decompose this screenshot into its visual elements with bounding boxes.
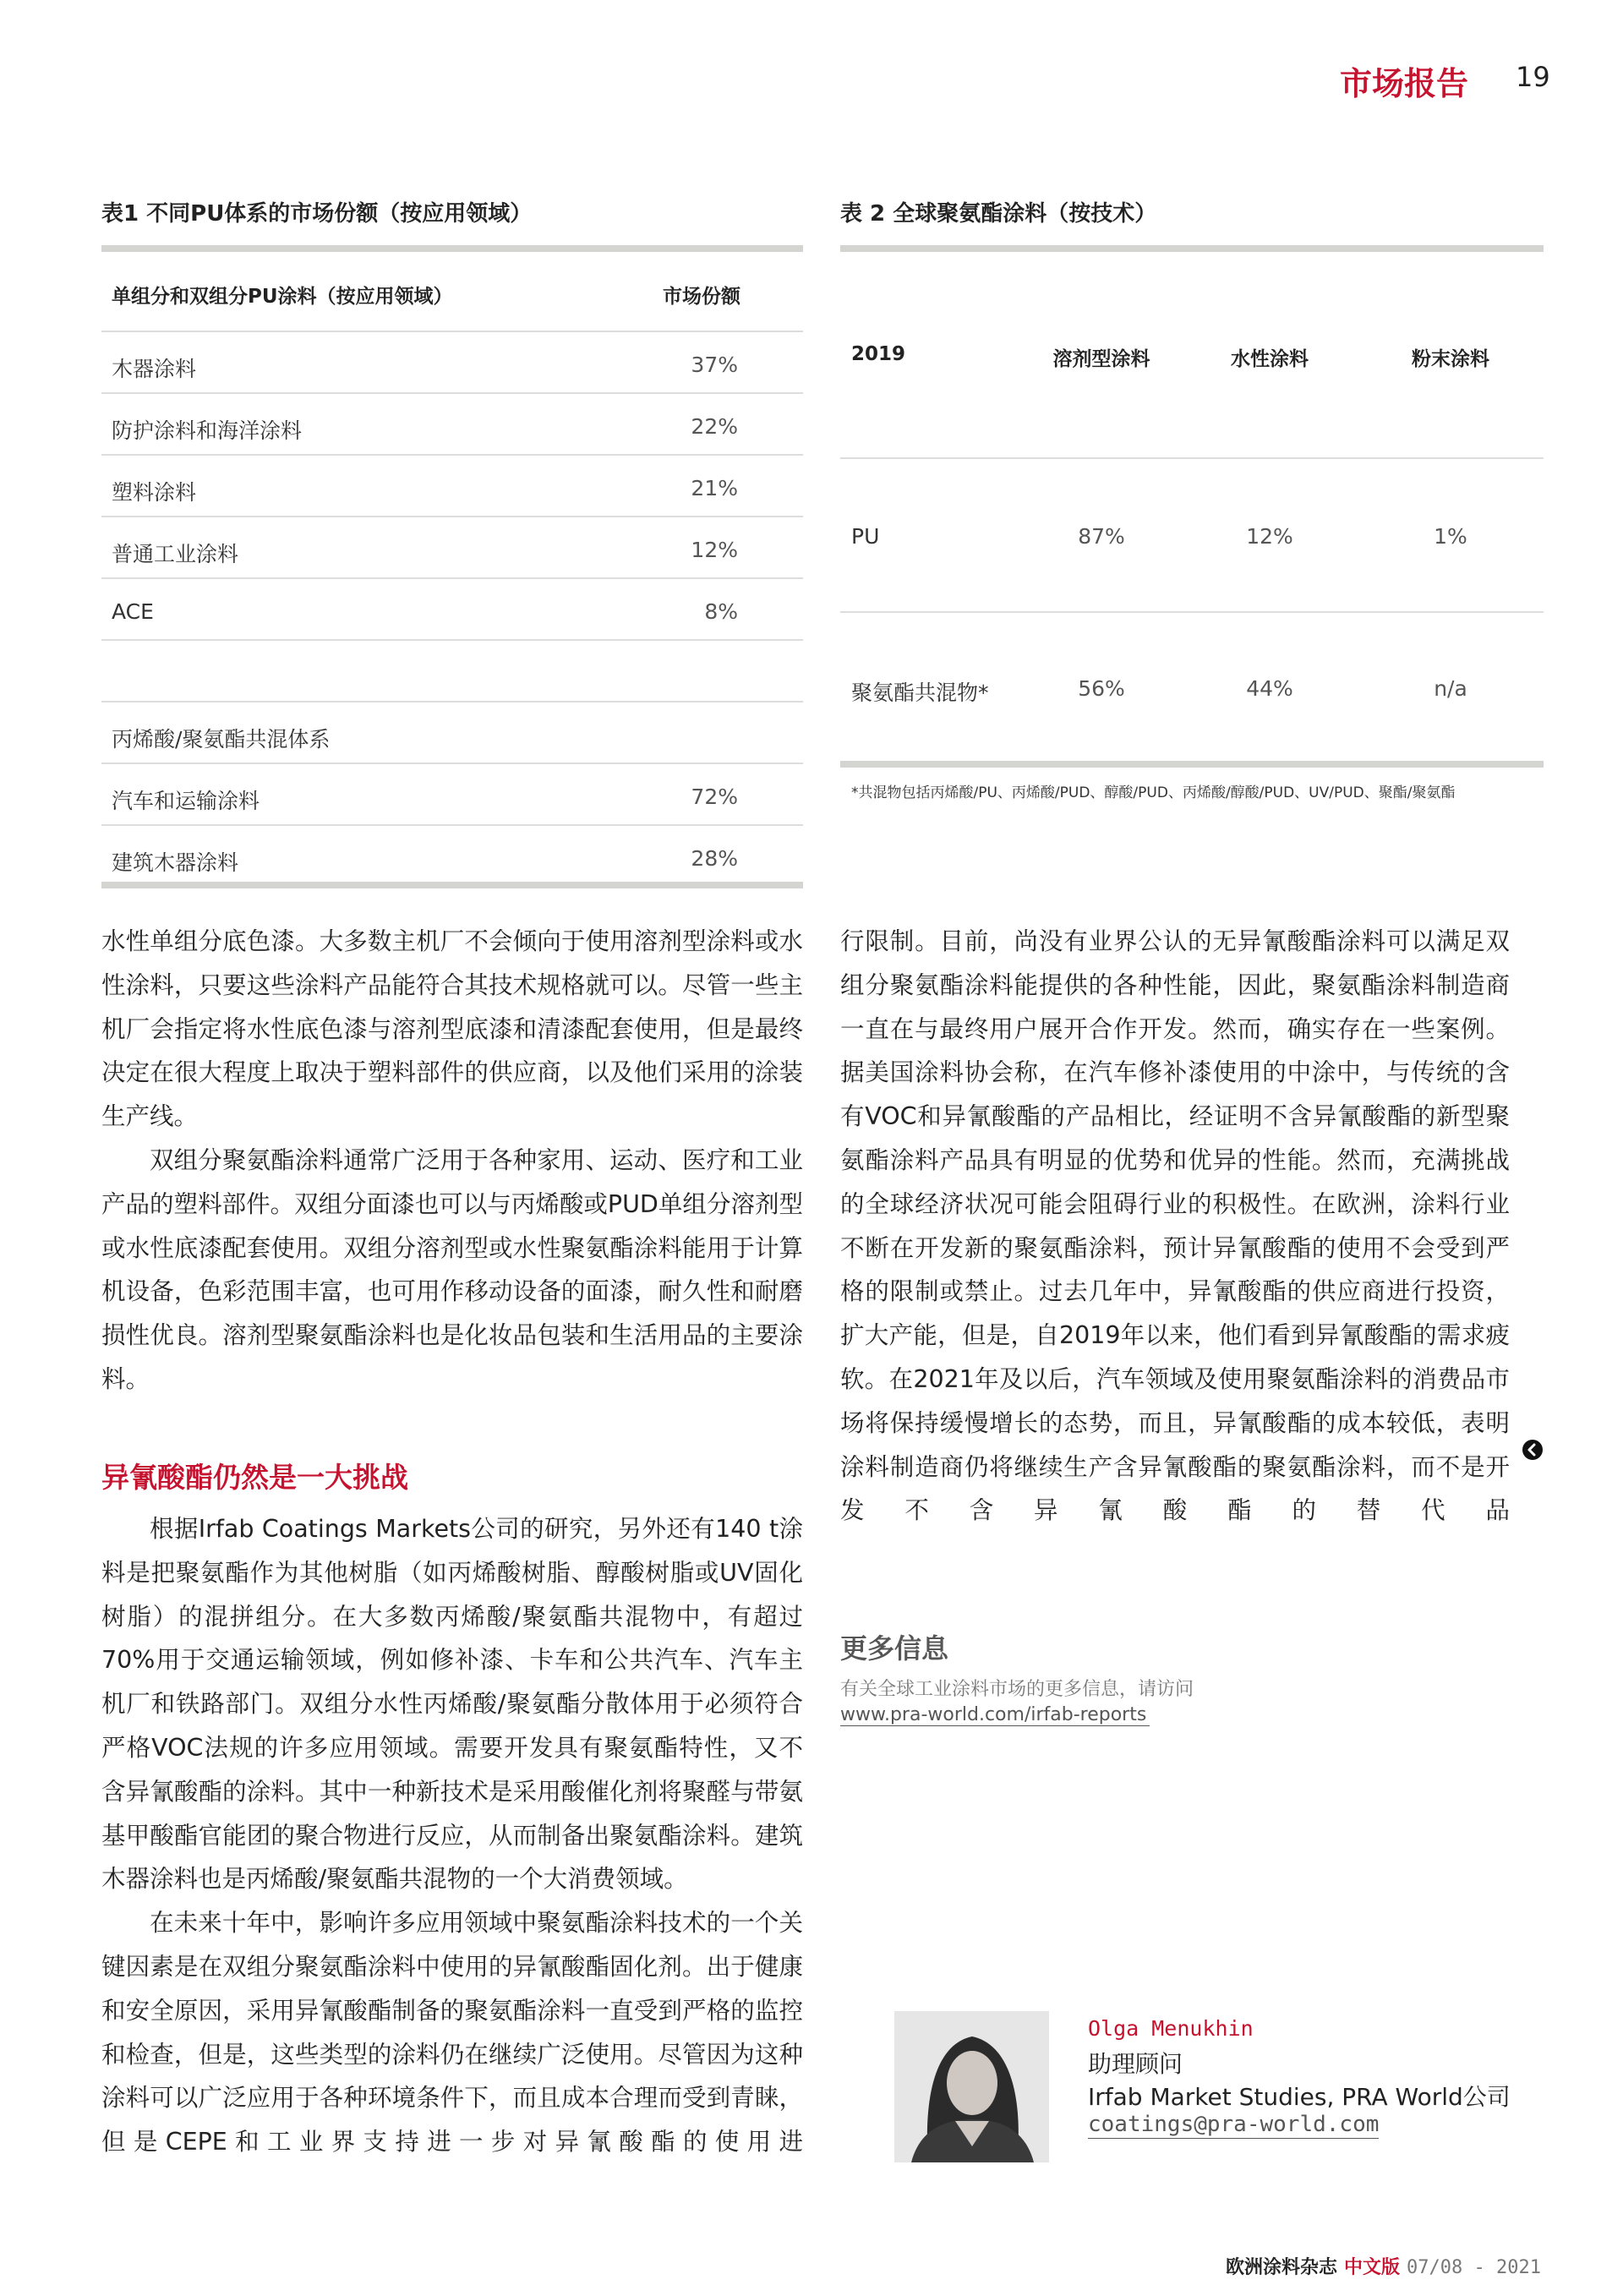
- page-number: 19: [1516, 61, 1550, 93]
- table1-divider: [101, 824, 803, 826]
- author-email-link[interactable]: coatings@pra-world.com: [1088, 2112, 1380, 2137]
- table1-bottom-rule: [101, 882, 803, 888]
- author-role: 助理顾问: [1088, 2050, 1183, 2078]
- article-right: [840, 920, 1510, 1533]
- article-left-top: [101, 920, 803, 1402]
- table1-title: 表1 不同PU体系的市场份额（按应用领域）: [101, 201, 533, 227]
- page-footer: [1226, 2253, 1541, 2279]
- edition-label: 中文版: [1344, 2257, 1401, 2278]
- table1-row-label: 防护涂料和海洋涂料: [112, 418, 303, 443]
- table1-row-value: 72%: [691, 784, 738, 809]
- more-info-link[interactable]: www.pra-world.com/irfab-reports: [840, 1704, 1150, 1726]
- article-left-bottom: [101, 1507, 803, 2164]
- table1-divider: [101, 577, 803, 579]
- table1-row-value: 37%: [691, 353, 738, 377]
- table1-row-value: 28%: [691, 846, 738, 871]
- table2-row-label: 聚氨酯共混物*: [851, 681, 989, 705]
- table1-divider: [101, 516, 803, 517]
- paragraph: 在未来十年中，影响许多应用领域中聚氨酯涂料技术的一个关键因素是在双组分聚氨酯涂料中使用的异氰酸酯固化剂。出于健康和安全原因，采用异氰酸酯制备的聚氨酯涂料一直受到严格的监控和检查，但是，这些类型的涂料仍在继续广泛使用。尽管因为这种涂料可以广泛应用于各种环境条件下，而且成本合理而受到青睐，但是CEPE和工业界支持进一步对异氰酸酯的使用进: [101, 1909, 803, 2157]
- table2-row-label: PU: [851, 524, 880, 549]
- issue-date: 07/08 - 2021: [1407, 2257, 1541, 2278]
- table2-divider: [840, 611, 1544, 613]
- table2-title: 表 2 全球聚氨酯涂料（按技术）: [840, 201, 1157, 227]
- table2-cell: 87%: [1078, 524, 1125, 549]
- table1-row-value: 22%: [691, 414, 738, 439]
- arrow-left-circle-icon: [1522, 1440, 1543, 1460]
- table1-col-header: 市场份额: [663, 286, 740, 308]
- table1-divider: [101, 639, 803, 641]
- table2-divider: [840, 457, 1544, 459]
- author-name: Olga Menukhin: [1088, 2016, 1254, 2041]
- author-organization: Irfab Market Studies, PRA World公司: [1088, 2083, 1511, 2111]
- table2-col-header: 溶剂型涂料: [1052, 348, 1150, 370]
- table2-top-rule: [840, 245, 1544, 252]
- table1-row-label: 建筑木器涂料: [112, 850, 239, 875]
- table1-col-header: 单组分和双组分PU涂料（按应用领域）: [112, 286, 453, 308]
- table2-cell: n/a: [1434, 676, 1467, 701]
- table1-divider: [101, 701, 803, 702]
- table1-row-value: 12%: [691, 538, 738, 562]
- table2-col-header: 粉末涂料: [1412, 348, 1489, 370]
- paragraph: 双组分聚氨酯涂料通常广泛用于各种家用、运动、医疗和工业产品的塑料部件。双组分面漆也可以与丙烯酸或PUD单组分溶剂型或水性底漆配套使用。双组分溶剂型或水性聚氨酯涂料能用于计算机设备，色彩范围丰富，也可用作移动设备的面漆，耐久性和耐磨损性优良。溶剂型聚氨酯涂料也是化妆品包装和生活用品的主要涂料。: [101, 1145, 803, 1393]
- table1-row-label: 木器涂料: [112, 357, 197, 381]
- table1-row-value: 21%: [691, 476, 738, 500]
- table1-row-label: 汽车和运输涂料: [112, 789, 260, 813]
- table1-row-label: ACE: [112, 599, 154, 624]
- table2-col-header: 2019: [851, 343, 906, 365]
- paragraph: 行限制。目前，尚没有业界公认的无异氰酸酯涂料可以满足双组分聚氨酯涂料能提供的各种性能，因此，聚氨酯涂料制造商一直在与最终用户展开合作开发。然而，确实存在一些案例。据美国涂料协会称，在汽车修补漆使用的中涂中，与传统的含有VOC和异氰酸酯的产品相比，经证明不含异氰酸酯的新型聚氨酯涂料产品具有明显的优势和优异的性能。然而，充满挑战的全球经济状况可能会阻碍行业的积极性。在欧洲，涂料行业不断在开发新的聚氨酯涂料，预计异氰酸酯的使用不会受到严格的限制或禁止。过去几年中，异氰酸酯的供应商进行投资，扩大产能，但是，自2019年以来，他们看到异氰酸酯的需求疲软。在2021年及以后，汽车领域及使用聚氨酯涂料的消费品市场将保持缓慢增长的态势，而且，异氰酸酯的成本较低，表明涂料制造商仍将继续生产含异氰酸酯的聚氨酯涂料，而不是开发不含异氰酸酯的替代品: [840, 927, 1510, 1525]
- more-info-title: 更多信息: [840, 1632, 949, 1665]
- paragraph: 水性单组分底色漆。大多数主机厂不会倾向于使用溶剂型涂料或水性涂料，只要这些涂料产品能符合其技术规格就可以。尽管一些主机厂会指定将水性底色漆与溶剂型底漆和清漆配套使用，但是最终决定在很大程度上取决于塑料部件的供应商，以及他们采用的涂装生产线。: [101, 927, 803, 1131]
- table2-footnote: *共混物包括丙烯酸/PU、丙烯酸/PUD、醇酸/PUD、丙烯酸/醇酸/PUD、UV/PUD、聚酯/聚氨酯: [851, 784, 1456, 801]
- section-subheading: 异氰酸酯仍然是一大挑战: [101, 1461, 408, 1494]
- magazine-name: 欧洲涂料杂志: [1226, 2257, 1338, 2278]
- table1-row-label: 塑料涂料: [112, 480, 197, 505]
- table2-bottom-rule: [840, 761, 1544, 768]
- more-info-text: 有关全球工业涂料市场的更多信息，请访问: [840, 1679, 1194, 1700]
- table1-divider: [101, 392, 803, 394]
- section-title: 市场报告: [1340, 65, 1469, 102]
- author-photo: [894, 2011, 1049, 2162]
- paragraph: 根据Irfab Coatings Markets公司的研究，另外还有140 t涂料是把聚氨酯作为其他树脂（如丙烯酸树脂、醇酸树脂或UV固化树脂）的混拼组分。在大多数丙烯酸/聚氨酯共混物中，有超过70%用于交通运输领域，例如修补漆、卡车和公共汽车、汽车主机厂和铁路部门。双组分水性丙烯酸/聚氨酯分散体用于必须符合严格VOC法规的许多应用领域。需要开发具有聚氨酯特性，又不含异氰酸酯的涂料。其中一种新技术是采用酸催化剂将聚醛与带氨基甲酸酯官能团的聚合物进行反应，从而制备出聚氨酯涂料。建筑木器涂料也是丙烯酸/聚氨酯共混物的一个大消费领域。: [101, 1515, 803, 1894]
- table2-cell: 44%: [1246, 676, 1293, 701]
- table2-col-header: 水性涂料: [1231, 348, 1309, 370]
- table1-divider: [101, 763, 803, 764]
- table2-cell: 56%: [1078, 676, 1125, 701]
- table1-row-label: 普通工业涂料: [112, 542, 239, 566]
- table1-divider: [101, 454, 803, 456]
- table1-top-rule: [101, 245, 803, 252]
- table1-row-value: 8%: [704, 599, 738, 624]
- table1-divider: [101, 331, 803, 332]
- table2-cell: 12%: [1246, 524, 1293, 549]
- table1-group-label: 丙烯酸/聚氨酯共混体系: [112, 727, 331, 752]
- table2-cell: 1%: [1434, 524, 1467, 549]
